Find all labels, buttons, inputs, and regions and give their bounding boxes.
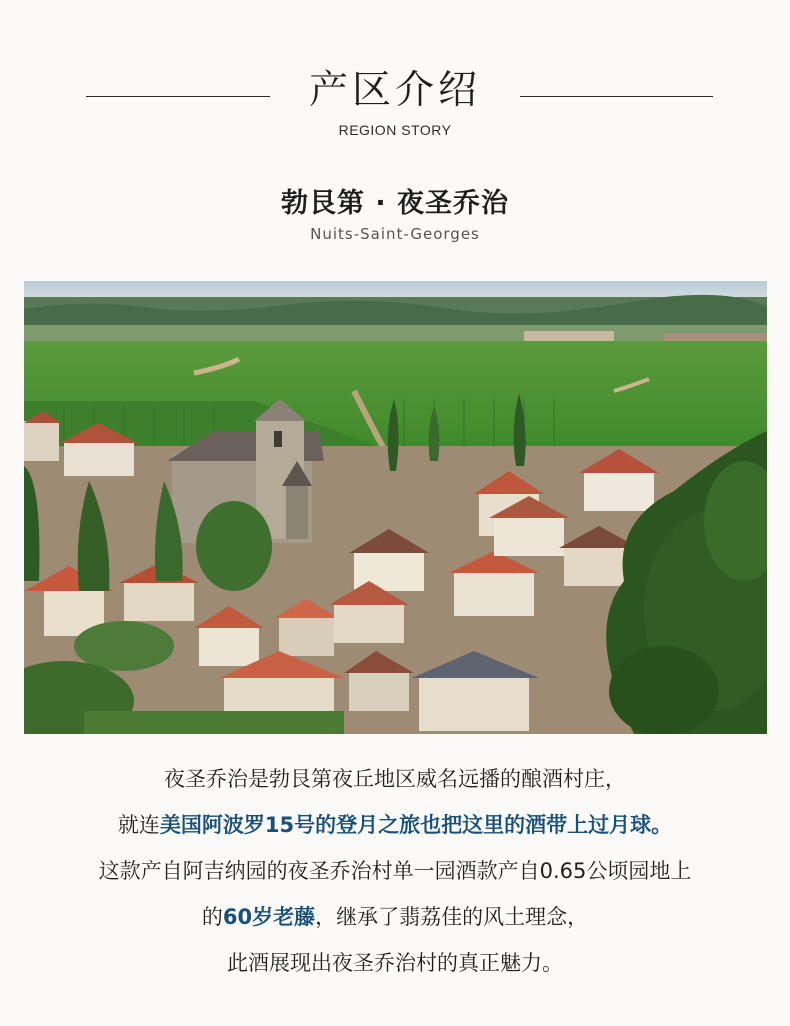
region-latin-name: Nuits-Saint-Georges <box>310 225 480 243</box>
description-line-5-text: 此酒展现出夜圣乔治村的真正魅力。 <box>227 951 563 975</box>
vineyard-village-photo <box>24 281 767 734</box>
region-description <box>0 756 790 986</box>
description-line-4-prefix: 的 <box>201 905 223 929</box>
divider-right <box>520 96 713 97</box>
old-vines-highlight: 60岁老藤 <box>222 905 316 929</box>
description-line-5 <box>0 940 790 986</box>
description-line-1 <box>0 756 790 802</box>
region-title: 勃艮第 · 夜圣乔治 <box>280 188 510 219</box>
section-subtitle: REGION STORY <box>338 122 452 138</box>
description-line-3 <box>0 848 790 894</box>
description-line-2 <box>0 802 790 848</box>
description-line-1-text: 夜圣乔治是勃艮第夜丘地区威名远播的酿酒村庄， <box>164 767 626 791</box>
description-line-3-text: 这款产自阿吉纳园的夜圣乔治村单一园酒款产自0.65公顷园地上 <box>98 859 692 883</box>
section-title: 产区介绍 <box>308 68 481 113</box>
description-line-2-prefix: 就连 <box>117 813 160 837</box>
description-line-4-suffix: ，继承了翡荔佳的风土理念， <box>315 905 589 929</box>
apollo-highlight: 美国阿波罗15号的登月之旅也把这里的酒带上过月球。 <box>159 813 673 837</box>
description-line-4 <box>0 894 790 940</box>
